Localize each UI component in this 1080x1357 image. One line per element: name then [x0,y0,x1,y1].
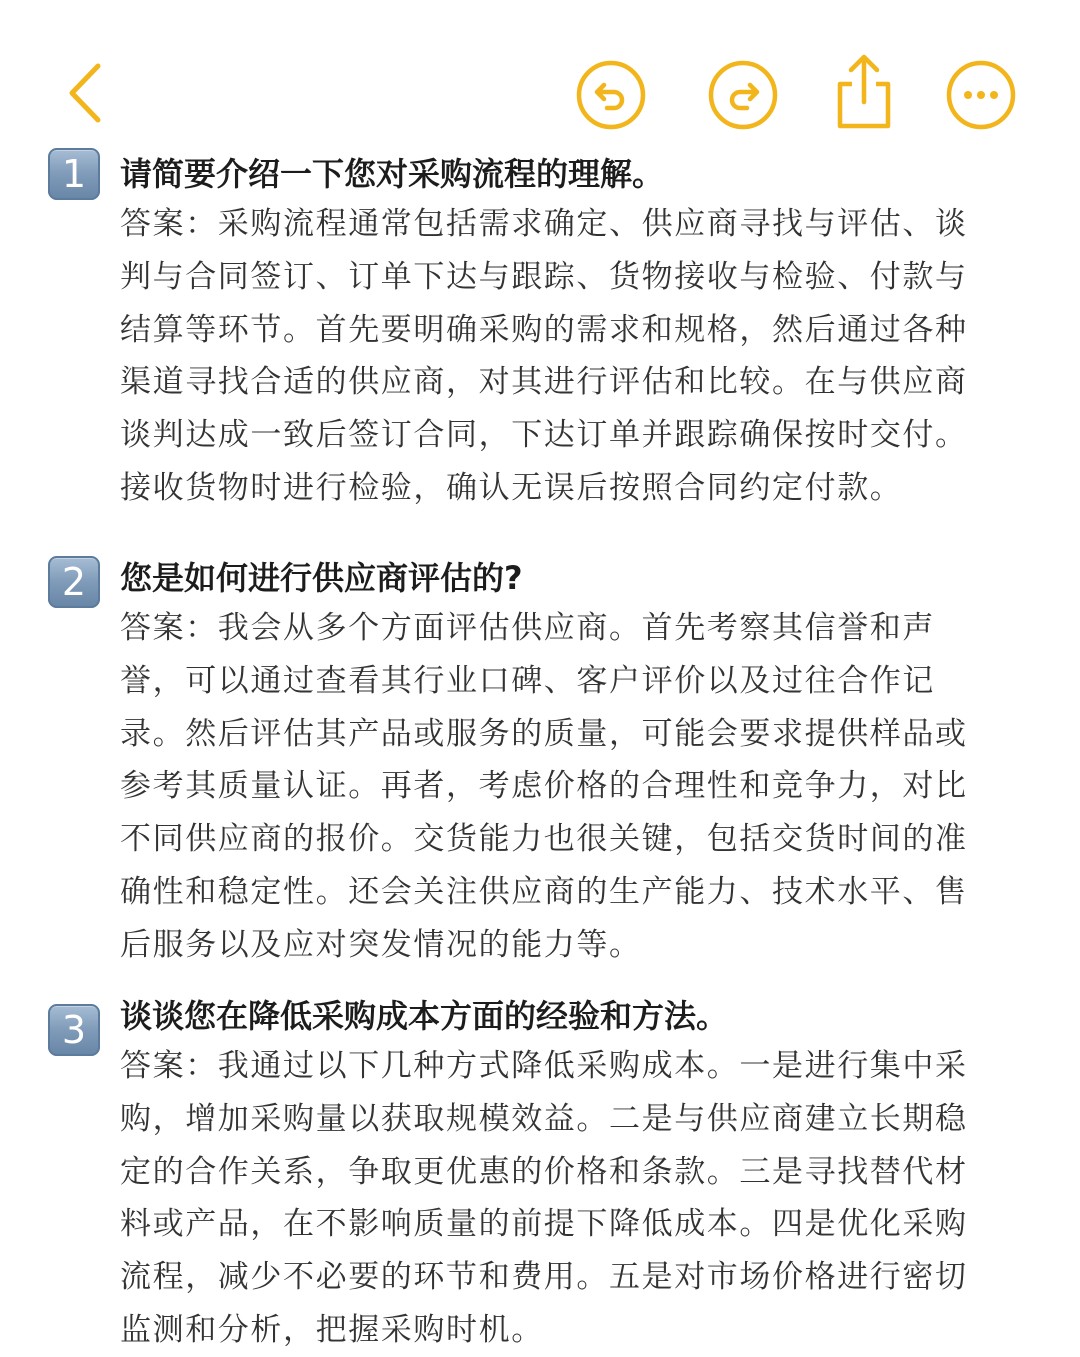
number-badge: 1 [48,148,100,200]
chevron-left-icon [60,58,116,128]
more-button[interactable] [944,58,1018,132]
toolbar [0,0,1080,140]
share-button[interactable] [830,50,898,132]
number-badge: 3 [48,1004,100,1056]
redo-button[interactable] [706,58,780,132]
redo-icon [706,58,780,132]
number-badge: 2 [48,556,100,608]
question-title: 请简要介绍一下您对采购流程的理解。 [120,155,665,193]
share-icon [830,50,898,132]
back-button[interactable] [60,58,116,128]
answer-text: 答案：采购流程通常包括需求确定、供应商寻找与评估、谈判与合同签订、订单下达与跟踪、货物接收与检验、付款与结算等环节。首先要明确采购的需求和规格，然后通过各种渠道寻找合适的供应商，对其进行评估和比较。在与供应商谈判达成一致后签订合同，下达订单并跟踪确保按时交付。接收货物时进行检验，确认无误后按照合同约定付款。 [120,206,968,506]
question-title: 您是如何进行供应商评估的? [120,559,523,597]
more-icon [944,58,1018,132]
answer-text: 答案：我通过以下几种方式降低采购成本。一是进行集中采购，增加采购量以获取规模效益。二是与供应商建立长期稳定的合作关系，争取更优惠的价格和条款。三是寻找替代材料或产品，在不影响质量的前提下降低成本。四是优化采购流程，减少不必要的环节和费用。五是对市场价格进行密切监测和分析，把握采购时机。 [120,1048,968,1348]
answer-text: 答案：我会从多个方面评估供应商。首先考察其信誉和声誉，可以通过查看其行业口碑、客户评价以及过往合作记录。然后评估其产品或服务的质量，可能会要求提供样品或参考其质量认证。再者，考虑价格的合理性和竞争力，对比不同供应商的报价。交货能力也很关键，包括交货时间的准确性和稳定性。还会关注供应商的生产能力、技术水平、售后服务以及应对突发情况的能力等。 [120,610,968,963]
undo-icon [574,58,648,132]
question-title: 谈谈您在降低采购成本方面的经验和方法。 [120,997,729,1035]
undo-button[interactable] [574,58,648,132]
